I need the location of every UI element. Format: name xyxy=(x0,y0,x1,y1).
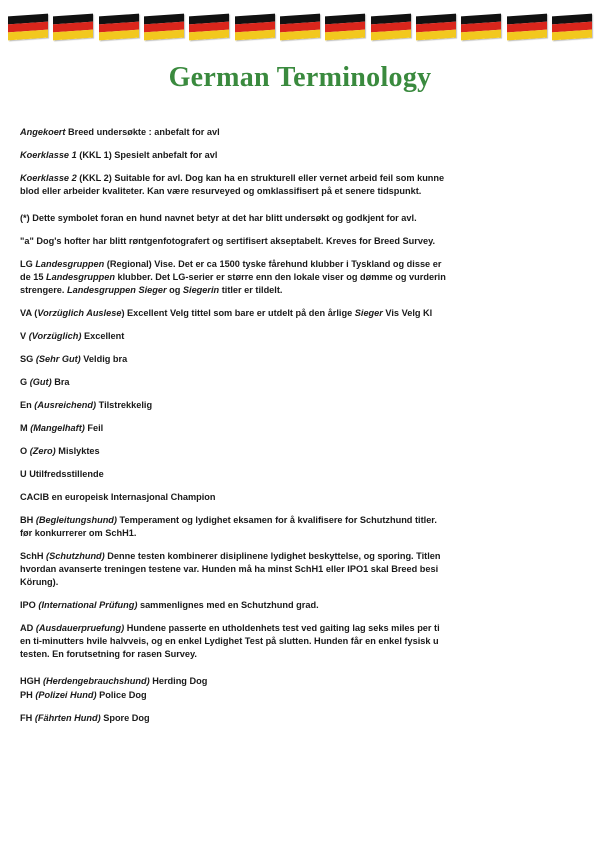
term-line xyxy=(20,258,595,271)
german-flag-icon xyxy=(280,14,320,41)
term-entry xyxy=(20,675,595,688)
german-flag-icon xyxy=(507,14,547,41)
term-line xyxy=(20,212,595,225)
term-entry xyxy=(20,712,595,725)
german-flag-icon xyxy=(371,14,411,41)
term-italic-text: (Zero) xyxy=(29,446,56,456)
term-text: Police Dog xyxy=(96,690,147,700)
term-text: HGH xyxy=(20,676,43,686)
term-text: Veldig bra xyxy=(80,354,128,364)
term-text: (KKL 1) Spesielt anbefalt for avl xyxy=(76,150,218,160)
term-text: U Utilfredsstillende xyxy=(20,469,104,479)
term-text: hvordan avanserte treningen testene var. Hunden må ha minst SchH1 eller IPO1 skal Breed besi xyxy=(20,564,439,574)
term-entry xyxy=(20,126,595,139)
term-line xyxy=(20,307,595,320)
term-text: O xyxy=(20,446,30,456)
term-italic-text: Angekoert xyxy=(20,127,66,137)
term-line xyxy=(20,172,595,185)
term-text: ) Excellent Velg tittel som bare er utdelt på den årlige xyxy=(121,308,355,318)
term-entry xyxy=(20,212,595,225)
term-italic-text: (Gut) xyxy=(29,377,52,387)
german-flag-icon xyxy=(416,14,456,41)
term-text: (KKL 2) xyxy=(76,173,115,183)
term-text: og xyxy=(166,285,183,295)
term-entry xyxy=(20,599,595,612)
term-line xyxy=(20,712,595,725)
term-italic-text: Siegerin xyxy=(182,285,220,295)
term-italic-text: (Polizei Hund) xyxy=(35,690,97,700)
term-text: "a" Dog's hofter har blitt røntgenfotografert og sertifisert akseptabelt. Kreves for Breed Survey. xyxy=(20,236,436,246)
term-italic-text: (Sehr Gut) xyxy=(35,354,81,364)
term-line xyxy=(20,445,595,458)
term-entry xyxy=(20,172,595,198)
term-line xyxy=(20,330,595,343)
term-entry xyxy=(20,491,595,504)
term-text: En xyxy=(20,400,35,410)
term-entry xyxy=(20,689,595,702)
term-line xyxy=(20,514,595,527)
term-line xyxy=(20,235,595,248)
term-text: M xyxy=(20,423,31,433)
term-line xyxy=(20,399,595,412)
term-italic-text: (Ausreichend) xyxy=(34,400,97,410)
page-title: German Terminology xyxy=(168,62,432,93)
term-line xyxy=(20,635,595,648)
term-text: før konkurrerer om SchH1. xyxy=(20,528,137,538)
term-text: Feil xyxy=(84,423,104,433)
term-text: sammenlignes med en Schutzhund grad. xyxy=(137,600,319,610)
term-line xyxy=(20,689,595,702)
term-text: Suitable for avl. Dog kan ha en strukturell eller vernet arbeid feil som kunne xyxy=(114,173,445,183)
term-text: Breed undersøkte xyxy=(65,127,149,137)
term-text: klubber. Det LG-serier er større enn den lokale viser og dømme og vurderin xyxy=(114,272,446,282)
term-text: LG xyxy=(20,259,36,269)
term-line xyxy=(20,563,595,576)
term-text: (Regional) Vise. Det er ca 1500 tyske fårehund klubber i Tyskland og disse er xyxy=(104,259,442,269)
term-entry xyxy=(20,622,595,661)
german-flag-icon xyxy=(461,14,501,41)
term-line xyxy=(20,648,595,661)
term-text: Spore Dog xyxy=(100,713,150,723)
term-italic-text: (Vorzüglich) xyxy=(28,331,82,341)
term-entry xyxy=(20,550,595,589)
term-italic-text: (Mangelhaft) xyxy=(30,423,85,433)
german-flag-icon xyxy=(552,14,592,41)
term-text: SchH xyxy=(20,551,47,561)
term-entry xyxy=(20,422,595,435)
term-italic-text: Sieger xyxy=(354,308,383,318)
term-text: : anbefalt for avl xyxy=(148,127,220,137)
term-line xyxy=(20,599,595,612)
term-line xyxy=(20,126,595,139)
term-line xyxy=(20,149,595,162)
term-text: Herding Dog xyxy=(149,676,208,686)
term-italic-text: (Begleitungshund) xyxy=(35,515,117,525)
term-line xyxy=(20,576,595,589)
term-line xyxy=(20,527,595,540)
term-text: CACIB en europeisk Internasjonal Champion xyxy=(20,492,216,502)
german-flag-icon xyxy=(8,14,48,41)
term-text: de 15 xyxy=(20,272,47,282)
term-text: Temperament og lydighet eksamen for å kvalifisere for Schutzhund titler. xyxy=(116,515,437,525)
german-flag-icon xyxy=(53,14,93,41)
term-italic-text: Vorzüglich Auslese xyxy=(37,308,122,318)
term-text: Tilstrekkelig xyxy=(96,400,153,410)
term-italic-text: (Schutzhund) xyxy=(46,551,105,561)
term-text: Excellent xyxy=(81,331,125,341)
term-text: SG xyxy=(20,354,36,364)
term-entry xyxy=(20,445,595,458)
term-text: IPO xyxy=(20,600,39,610)
term-entry xyxy=(20,330,595,343)
term-line xyxy=(20,284,595,297)
term-line xyxy=(20,185,595,198)
term-italic-text: Koerklasse 2 xyxy=(20,173,77,183)
term-text: V xyxy=(20,331,29,341)
term-entry xyxy=(20,399,595,412)
term-italic-text: (Ausdauerpruefung) xyxy=(35,623,125,633)
term-line xyxy=(20,622,595,635)
term-text: (*) Dette symbolet foran en hund navnet betyr at det har blitt undersøkt og godkjent for avl. xyxy=(20,213,417,223)
german-flag-icon xyxy=(235,14,275,41)
term-text: PH xyxy=(20,690,36,700)
term-italic-text: (Herdengebrauchshund) xyxy=(42,676,150,686)
term-text: G xyxy=(20,377,30,387)
term-text: testen. En forutsetning for rasen Survey. xyxy=(20,649,197,659)
term-italic-text: Landesgruppen xyxy=(35,259,105,269)
german-flag-icon xyxy=(325,14,365,41)
term-text: titler er tildelt. xyxy=(219,285,283,295)
term-text: Bra xyxy=(51,377,70,387)
term-entry xyxy=(20,235,595,248)
term-entry xyxy=(20,258,595,297)
term-text: blod eller arbeider kvaliteter. Kan være resurveyed og omklassifisert på et senere tidspunkt. xyxy=(20,186,422,196)
term-line xyxy=(20,271,595,284)
term-text: Vis Velg Kl xyxy=(382,308,433,318)
term-entry xyxy=(20,307,595,320)
term-line xyxy=(20,550,595,563)
term-line xyxy=(20,468,595,481)
term-italic-text: (International Prüfung) xyxy=(38,600,138,610)
term-text: AD xyxy=(20,623,36,633)
term-entry xyxy=(20,468,595,481)
term-line xyxy=(20,491,595,504)
term-text: BH xyxy=(20,515,36,525)
term-line xyxy=(20,376,595,389)
term-entry xyxy=(20,514,595,540)
term-italic-text: Landesgruppen xyxy=(46,272,115,282)
term-text: en ti-minutters hvile halvveis, og en enkel Lydighet Test på slutten. Hunden får en enkel fysisk u xyxy=(20,636,439,646)
flag-banner xyxy=(8,8,592,46)
term-text: VA ( xyxy=(20,308,38,318)
term-entry xyxy=(20,376,595,389)
term-entry xyxy=(20,353,595,366)
german-flag-icon xyxy=(144,14,184,41)
term-text: strengere. xyxy=(20,285,67,295)
term-line xyxy=(20,353,595,366)
terminology-list xyxy=(20,126,595,726)
term-italic-text: Koerklasse 1 xyxy=(20,150,77,160)
german-flag-icon xyxy=(99,14,139,41)
term-italic-text: Landesgruppen Sieger xyxy=(66,285,167,295)
term-line xyxy=(20,675,595,688)
term-line xyxy=(20,422,595,435)
term-text: Denne testen kombinerer disiplinene lydighet beskyttelse, og sporing. Titlen xyxy=(104,551,441,561)
german-flag-icon xyxy=(189,14,229,41)
term-entry xyxy=(20,149,595,162)
term-text: Mislyktes xyxy=(55,446,100,456)
term-text: Hundene passerte en utholdenhets test ved gaiting lag seks miles per ti xyxy=(124,623,440,633)
term-text: Körung). xyxy=(20,577,59,587)
term-italic-text: (Fährten Hund) xyxy=(34,713,101,723)
term-text: FH xyxy=(20,713,35,723)
